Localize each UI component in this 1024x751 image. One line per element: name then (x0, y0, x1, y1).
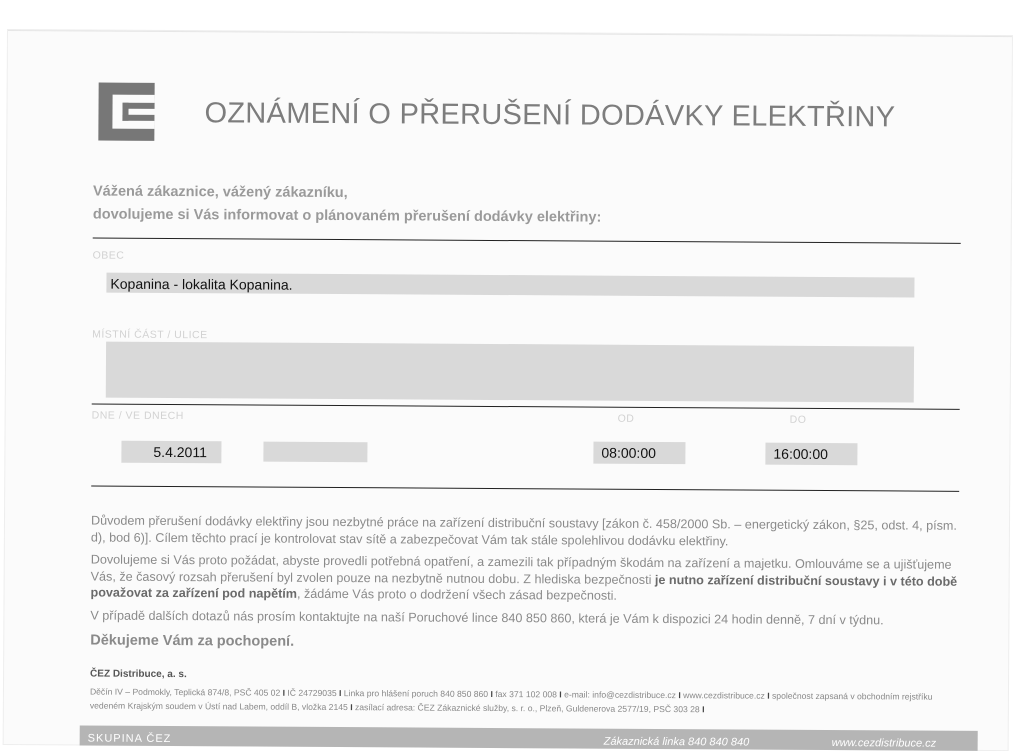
body-paragraph-contact: V případě dalších dotazů nás prosím kontaktujte na naší Poruchové lince 840 850 860, která je Vám k dispozici 24 hodin denně, 7 dní v týdnu. (90, 608, 884, 627)
obec-value: Kopanina - lokalita Kopanina. (110, 275, 293, 293)
notice-document (4, 30, 1012, 750)
date-value: 5.4.2011 (153, 443, 207, 461)
document-title: OZNÁMENÍ O PŘERUŠENÍ DODÁVKY ELEKTŘINY (204, 97, 896, 134)
paper-edge (8, 30, 1012, 37)
cez-logo (98, 83, 154, 141)
ulice-label: MÍSTNÍ ČÁST / ULICE (92, 328, 208, 342)
footer-customer-line: Zákaznická linka 840 840 840 (603, 735, 750, 749)
body-paragraph-reason: Důvodem přerušení dodávky elektřiny jsou nezbytné práce na zařízení distribuční soustavy [zákon č. 458/2000 Sb. – energetický zákon, §25, odst. 4, písm. d), bod 6)]. Cílem těchto prací je kontrolovat stav sítě a zabezpečovat Vám tak stále spolehlivou dodávku elektřiny. (90, 513, 957, 548)
company-name: ČEZ Distribuce, a. s. (90, 668, 187, 681)
salutation-line-1: Vážená zákaznice, vážený zákazníku, (92, 183, 348, 202)
divider (93, 238, 961, 244)
salutation (93, 181, 602, 230)
divider (91, 486, 959, 492)
safety-warning: je nutno zařízení distribuční soustavy i v této době považovat za zařízení pod napětím (90, 572, 958, 601)
obec-label: OBEC (92, 249, 125, 262)
footer-group: SKUPINA ČEZ (87, 732, 172, 746)
redacted-date-range (263, 442, 367, 463)
footer-website: www.cezdistribuce.cz (831, 737, 937, 750)
od-label: OD (617, 412, 635, 425)
do-label: DO (789, 413, 807, 426)
divider (92, 404, 960, 410)
to-time-value: 16:00:00 (773, 445, 828, 463)
thanks-text: Děkujeme Vám za pochopení. (90, 632, 295, 650)
body-paragraph-safety: Dovolujeme si Vás proto požádat, abyste provedli potřebná opatření, a zamezili tak případným škodám na zařízení a majetku. Omlouváme se a ujišťujeme Vás, že časový rozsah přerušení byl zvolen pouze na nezbytně nutnou dobu. Z hlediska bezpečnosti je nutno zařízení distribuční soustavy i v této době považovat za zařízení pod napětím, žádáme Vás proto o dodržení všech zásad bezpečnosti. (90, 552, 958, 603)
footer-bar (80, 725, 978, 750)
from-time-value: 08:00:00 (601, 444, 656, 461)
company-address: Děčín IV – Podmokly, Teplická 874/8, PSČ 405 02 I IČ 24729035 I Linka pro hlášení poruch 840 850 860 I fax 371 102 008 I e-mail: info@cezdistribuce.cz I www.cezdistribuce.cz I společnost zapsaná v obchodním rejstříku vedeném Krajským soudem v Ústí nad Labem, oddíl B, vložka 2145 I zasílací adresa: ČEZ Zákaznické služby, s. r. o., Plzeň, Guldenerova 2577/19, PSČ 303 28 I (89, 686, 933, 715)
salutation-line-2: dovolujeme si Vás informovat o plánovaném přerušení dodávky elektřiny: (92, 206, 602, 226)
dne-label: DNE / VE DNECH (91, 409, 184, 423)
notice-body (90, 513, 971, 635)
ulice-value-redacted (106, 342, 914, 403)
